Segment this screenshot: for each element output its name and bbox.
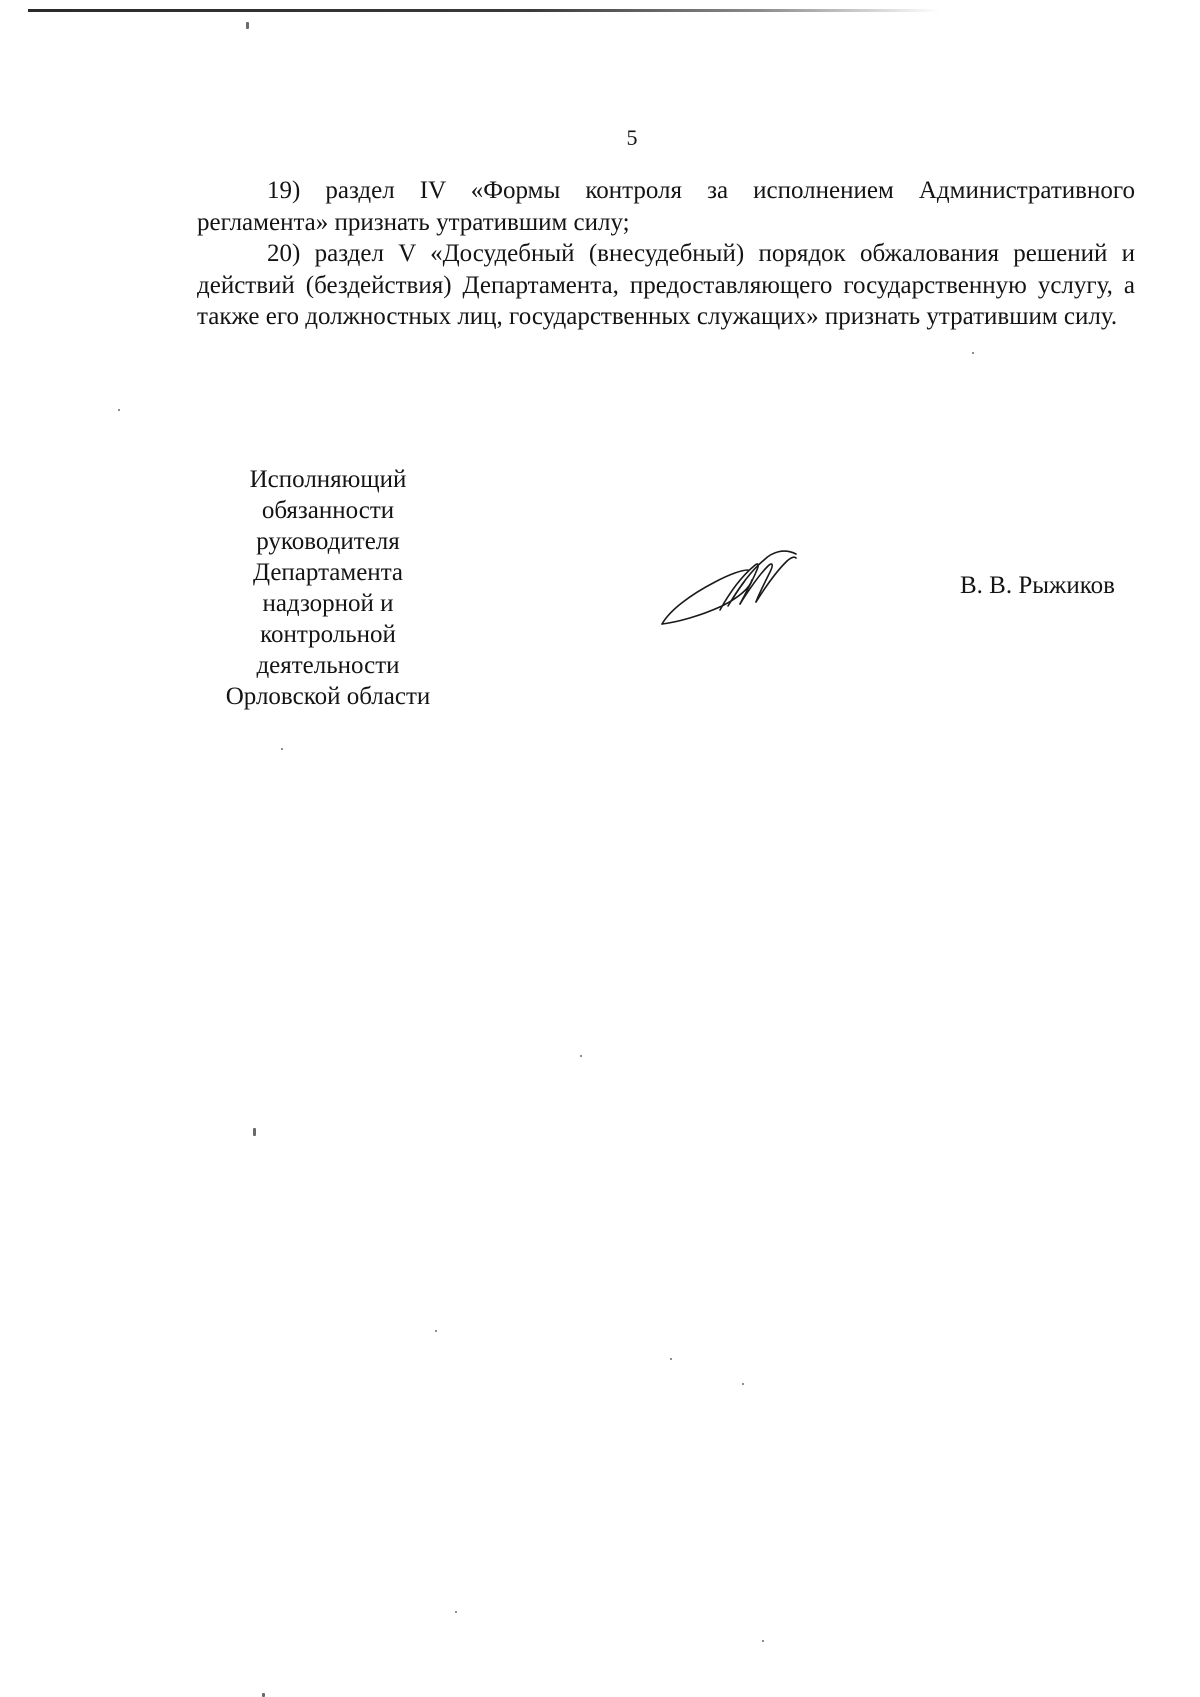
position-line: Исполняющий: [249, 466, 407, 493]
scan-speck: [762, 1640, 764, 1642]
scan-speck: [246, 22, 249, 29]
signer-name: В. В. Рыжиков: [960, 572, 1115, 599]
position-line: обязанности: [261, 497, 395, 524]
scan-speck: [253, 1128, 256, 1136]
position-line: руководителя: [256, 528, 400, 555]
position-line: Департамента: [252, 559, 404, 586]
paragraph-19: 19) раздел IV «Формы контроля за исполнением Административного регламента» признать утратившим силу;: [197, 177, 1135, 236]
scan-speck: [262, 1693, 265, 1697]
document-body: [197, 175, 1135, 333]
position-line: надзорной и: [262, 590, 394, 617]
scan-speck: [281, 748, 283, 750]
scan-speck: [972, 352, 974, 354]
scan-speck: [742, 1383, 744, 1385]
signatory-position: [206, 464, 450, 712]
position-line: деятельности: [256, 652, 400, 679]
scan-speck: [435, 1330, 437, 1332]
scan-speck: [670, 1358, 672, 1360]
top-scan-rule: [28, 9, 940, 12]
page-number: 5: [626, 125, 638, 150]
paragraph-20: 20) раздел V «Досудебный (внесудебный) порядок обжалования решений и действий (бездействия) Департамента, предоставляющего государственную услугу, а также его должностных лиц, государственных служащих» признать утратившим силу.: [197, 240, 1135, 330]
scan-speck: [118, 409, 120, 411]
scan-speck: [580, 1055, 582, 1057]
position-line: Орловской области: [225, 683, 431, 710]
position-line: контрольной: [260, 621, 396, 648]
handwritten-signature-icon: [660, 540, 800, 630]
scan-speck: [455, 1611, 457, 1613]
